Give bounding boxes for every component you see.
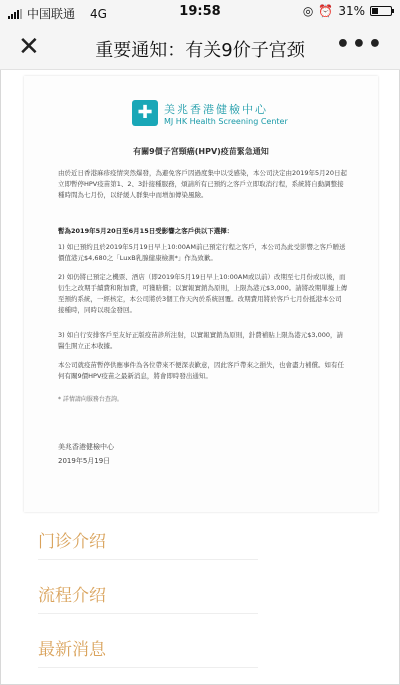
menu-item-clinic-intro[interactable]: 门诊介绍 bbox=[38, 524, 258, 560]
close-icon[interactable]: ✕ bbox=[18, 32, 40, 62]
more-options-icon[interactable]: ••• bbox=[335, 32, 384, 57]
menu-item-process-intro[interactable]: 流程介绍 bbox=[38, 578, 258, 614]
document-paragraph: 本公司就疫苗暫停供應事件為各位帶來不便深表歉意，因此客戶帶來之損失，也會盡力補償。如有任何有關9價HPV疫苗之最新消息，將會即時發出通知。 bbox=[58, 361, 344, 380]
document-paragraph: 2) 如仍將已預定之機票、酒店（即2019年5月19日早上10:00AM或以前）改期至七月份或以後，而衍生之改期手續費和附加費，可獲賠償；以實報實銷為原則，上限為港元$3,000。請將改期單據上傳至預約系統，一經核定，本公司將於3個工作天內於系統回覆。改期費用將於客戶七月份抵港本公司接種時，同時以現金發回。 bbox=[58, 273, 348, 314]
notice-document-image bbox=[24, 76, 378, 512]
battery-icon bbox=[370, 6, 392, 16]
cross-logo-icon: ✚ bbox=[132, 100, 158, 126]
document-paragraph: 1) 如已預約且於2019年5月19日早上10:00AM前已預定行程之客戶，本公司為此受影響之客戶贈送價值港元$4,680之「LuxB乳腺健康檢測*」作為致歉。 bbox=[58, 243, 346, 262]
document-paragraph: 暫為2019年5月20日至6月15日受影響之客戶供以下選擇： bbox=[58, 227, 234, 235]
network-type: 4G bbox=[90, 6, 107, 21]
logo-english-name: MJ HK Health Screening Center bbox=[164, 116, 288, 126]
battery-percent: 31% bbox=[338, 4, 365, 18]
document-paragraph: 3) 如自行安排客戶至友好正版疫苗診所注射，以實報實銷為原則，針費補貼上限為港元$3,000，請醫生開立正本收據。 bbox=[58, 331, 343, 350]
carrier-name: 中国联通 bbox=[27, 7, 76, 21]
clock: 19:58 bbox=[179, 4, 221, 19]
logo-chinese-name: 美兆香港健檢中心 bbox=[164, 102, 268, 116]
menu-item-latest-news[interactable]: 最新消息 bbox=[38, 632, 258, 668]
document-footnote: * 詳情請向服務台查詢。 bbox=[58, 396, 123, 403]
document-signature: 美兆香港健檢中心 bbox=[58, 443, 114, 451]
logo bbox=[132, 100, 288, 126]
status-right bbox=[303, 4, 392, 18]
page-title: 重要通知：有关9价子宫颈 bbox=[95, 40, 305, 61]
status-bar bbox=[0, 0, 400, 24]
document-title: 有關9價子宮頸癌(HPV)疫苗緊急通知 bbox=[133, 147, 269, 156]
nav-bar bbox=[0, 24, 400, 70]
alarm-icon: ⏰ bbox=[318, 4, 334, 18]
document-date: 2019年5月19日 bbox=[58, 457, 111, 465]
document-paragraph: 由於近日香港麻疹疫情突然爆發，為避免客戶因過度集中以受感染，本公司決定由2019年5月20日起立即暫停HPV疫苗第1、2、3針接種服務，煩請所有已預約之客戶立即取消行程，系統將自動調整接種時間為七月份，以紓緩人群集中而增加傳染風險。 bbox=[58, 169, 347, 199]
lock-rotation-icon: ◎ bbox=[302, 4, 314, 18]
